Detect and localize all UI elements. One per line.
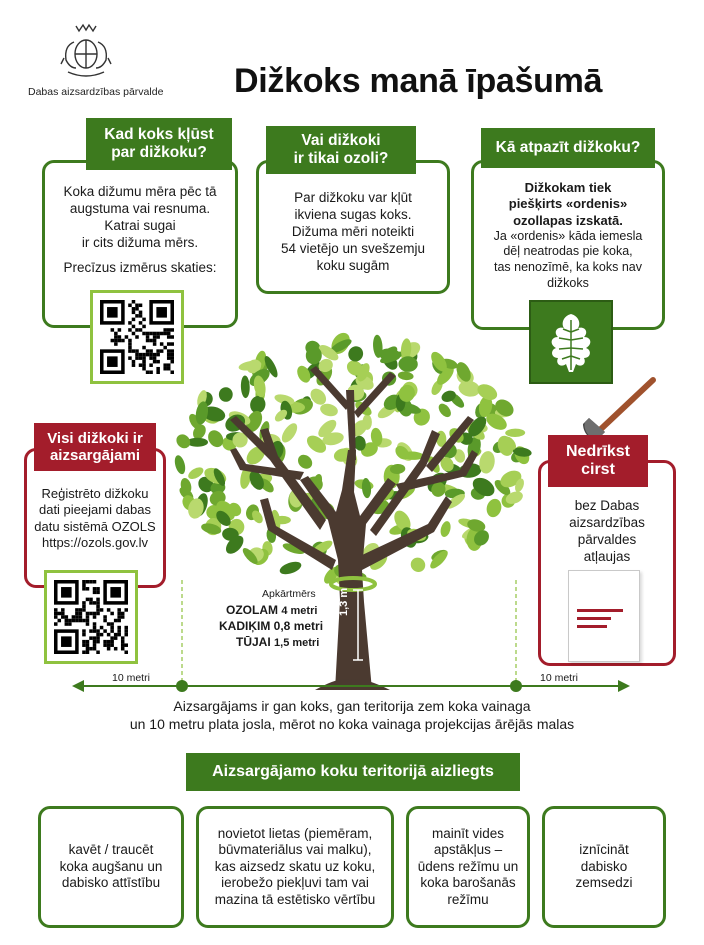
girth-thuja: TŪJAI 1,5 metri [236, 635, 320, 649]
box5-text: bez Dabas aizsardzības pārvaldes atļaujas [569, 498, 645, 564]
box1-heading: Kad koks kļūst par dižkoku? [86, 118, 232, 170]
page-title: Dižkoks manā īpašumā [234, 62, 603, 100]
box2-heading: Vai dižkoki ir tikai ozoli? [266, 126, 416, 174]
box5-heading: Nedrīkst cirst [548, 435, 648, 487]
distance-right-label: 10 metri [540, 672, 578, 684]
girth-oak: OZOLAM 4 metri [226, 603, 318, 617]
distance-left-label: 10 metri [112, 672, 150, 684]
box1-text: Koka dižumu mēra pēc tā augstuma vai resnuma. Katrai sugai ir cits dižuma mērs. Precīzus izmērus skaties: [63, 184, 217, 275]
girth-juniper: KADIĶIM 0,8 metri [219, 619, 324, 633]
height-label: 1,3 m [338, 587, 350, 616]
ozols-link[interactable]: https://ozols.gov.lv [42, 534, 148, 550]
agency-name: Dabas aizsardzības pārvalde [28, 86, 164, 98]
box4-text: Reģistrēto dižkoku dati pieejami dabas datu sistēmā OZOLS https://ozols.gov.lv [26, 486, 164, 551]
prohibited-item-1: kavēt / traucēt koka augšanu un dabisko attīstību [38, 806, 184, 928]
prohibited-item-3: mainīt vides apstākļus – ūdens režīmu un koka barošanās režīmu [406, 806, 530, 928]
box3-heading: Kā atpazīt dižkoku? [481, 128, 655, 168]
prohibited-heading: Aizsargājamo koku teritorijā aizliegts [186, 753, 520, 791]
coat-of-arms-icon [58, 22, 114, 80]
distance-line [0, 560, 704, 710]
box4-heading: Visi dižkoki ir aizsargājami [34, 423, 156, 471]
girth-title: Apkārtmērs [262, 588, 316, 600]
prohibited-item-4: iznīcināt dabisko zemsedzi [542, 806, 666, 928]
prohibited-item-2: novietot lietas (piemēram, būvmateriālus vai malku), kas aizsedz skatu uz koku, ierobežo piekļuvi tam vai mazina tā estētisko vērtību [196, 806, 394, 928]
protected-zone-text: Aizsargājams ir gan koks, gan teritorija zem koka vainaga un 10 metru plata josla, mērot no koka vainaga projekcijas ārējās malas [129, 698, 575, 733]
box3-text: Dižkokam tiek piešķirts «ordenis» ozollapas izskatā. Ja «ordenis» kāda iemesla dēļ neatrodas pie koka, tas nenozīmē, ka koks nav dižkoks [493, 180, 643, 290]
box2-text: Par dižkoku var kļūt ikviena sugas koks. Dižuma mēri noteikti 54 vietējo un svešzemju koku sugām [280, 190, 426, 273]
